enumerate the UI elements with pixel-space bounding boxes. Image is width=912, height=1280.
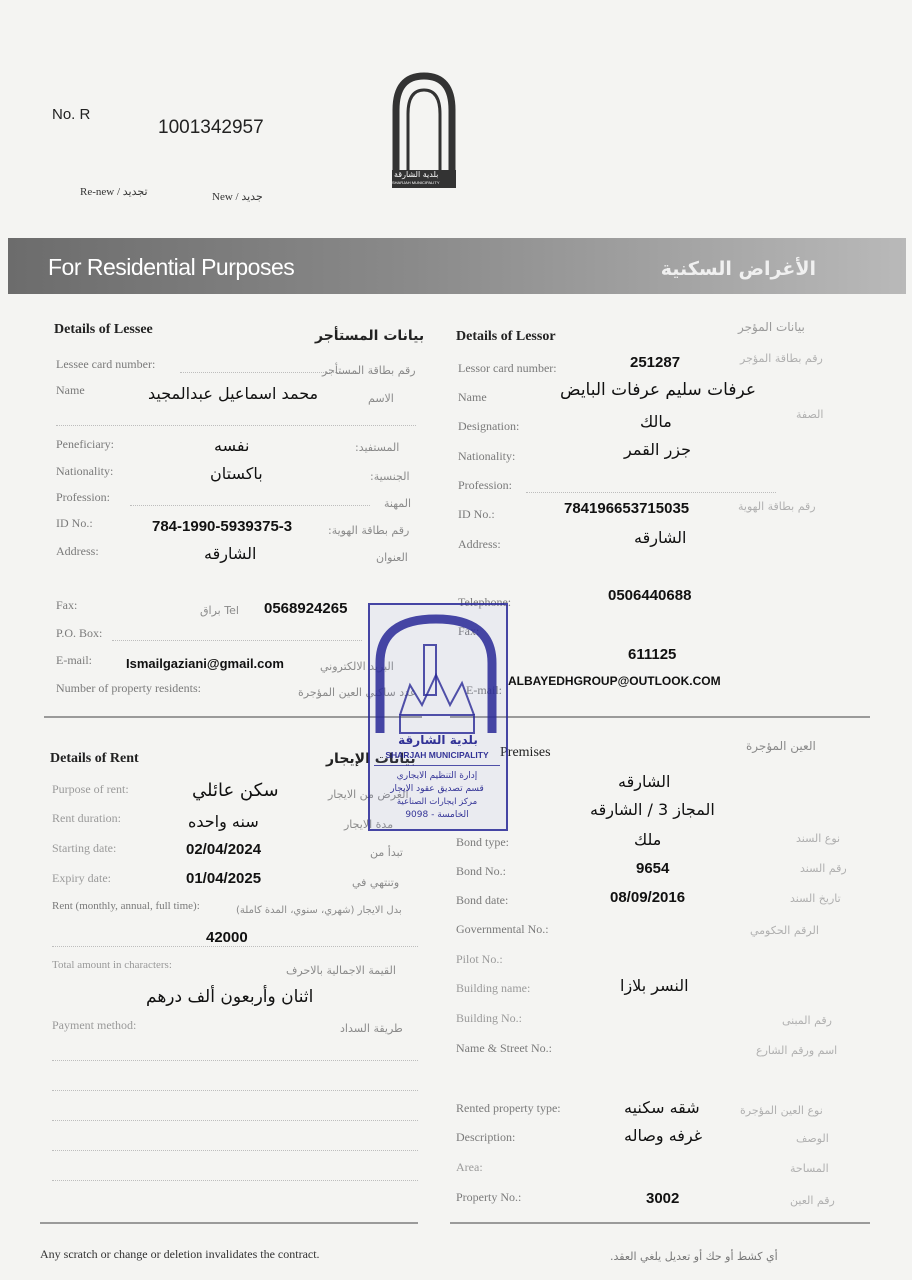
lessor-designation-value: مالك [640,412,672,431]
bond-date-value: 08/09/2016 [610,889,686,906]
lessee-address-label-ar: العنوان [376,551,408,564]
lessor-email-value: ALBAYEDHGROUP@OUTLOOK.COM [508,674,721,688]
logo-text: بلدية الشارقة [394,170,439,179]
property-no-label: Property No.: [456,1190,522,1204]
rent-payment-label: Payment method: [52,1018,137,1032]
lessee-profession-label-ar: المهنة [384,497,412,510]
divider-right [450,716,870,718]
municipality-logo [388,70,460,190]
lessee-name-label-ar: الاسم [368,392,394,405]
lessor-id-value: 784196653715035 [564,500,690,517]
lessee-email-label: E-mail: [56,653,92,667]
lessor-designation-label-ar: الصفة [796,408,824,421]
lessor-heading: Details of Lessor [456,329,556,344]
rent-total-label-ar: القيمة الاجمالية بالاحرف [286,964,396,977]
receipt-no-value: 1001342957 [158,117,264,138]
lessee-email-label-ar: البريد الالكتروني [320,660,394,673]
stamp-line5: مركز ايجارات الصناعية [396,797,478,807]
rent-total-label: Total amount in characters: [52,959,172,971]
property-no-value: 3002 [646,1190,680,1207]
rent-duration-label-ar: مدة الايجار [344,818,394,831]
lessor-card-label: Lessor card number: [458,361,557,375]
lessor-address-label: Address: [458,537,501,551]
lessor-telephone-label: Telephone: [458,595,512,609]
lessee-tel-value: 0568924265 [264,600,348,617]
rent-duration-label: Rent duration: [52,811,121,825]
gov-no-label-ar: الرقم الحكومي [750,924,819,937]
receipt-no-label: No. R [52,106,91,123]
stamp-line2: SHARJAH MUNICIPALITY [385,750,489,760]
rent-heading: Details of Rent [50,751,139,766]
lessee-fax-label: Fax: [56,598,78,612]
lessor-name-label: Name [458,390,487,404]
lessee-name-label: Name [56,383,85,397]
lessee-tel-label: Tel براق [200,604,239,617]
rent-start-value: 02/04/2024 [186,841,262,858]
bond-no-value: 9654 [636,860,670,877]
logo-text-en: SHARJAH MUNICIPALITY [392,180,440,185]
renew-checkbox-label: Re-new / تجديد [80,186,148,198]
premises-city-value: الشارقه [618,772,671,791]
banner-title-ar: الأغراض السكنية [660,258,816,280]
rent-start-label-ar: تبدأ من [370,846,403,859]
rent-expiry-label: Expiry date: [52,871,111,885]
lessor-card-label-ar: رقم بطاقة المؤجر [740,352,823,365]
rent-total-value: اثنان وأربعون ألف درهم [146,987,314,1007]
stamp-emblem-icon [370,605,502,735]
lessee-profession-label: Profession: [56,490,110,504]
rent-amount-value: 42000 [206,929,248,946]
banner-title-en: For Residential Purposes [48,254,295,280]
gov-no-label: Governmental No.: [456,922,549,936]
bond-type-value: ملك [634,830,662,849]
lessor-heading-ar: بيانات المؤجر [738,320,805,334]
lessor-designation-label: Designation: [458,419,520,433]
rent-amount-label: Rent (monthly, annual, full time): [52,900,200,912]
building-name-label: Building name: [456,981,531,995]
bond-date-label: Bond date: [456,893,509,907]
premises-heading-ar: العين المؤجرة [746,739,816,753]
lessor-nationality-value: جزر القمر [624,440,692,459]
lessor-name-value: عرفات سليم عرفات البايض [560,380,756,400]
lessor-fax-label: Fax: [458,624,480,638]
plot-no-label: Pilot No.: [456,952,503,966]
lessee-email-value: Ismailgaziani@gmail.com [126,656,284,671]
rent-expiry-label-ar: وتنتهي في [352,876,400,889]
rented-type-label-ar: نوع العين المؤجرة [740,1104,823,1117]
divider-left [44,716,422,718]
building-no-label-ar: رقم المبنى [782,1014,832,1027]
lessor-id-label: ID No.: [458,507,495,521]
lessor-id-label-ar: رقم بطاقة الهوية [738,500,816,513]
lessee-id-label-ar: رقم بطاقة الهوية: [328,524,410,537]
rent-purpose-label: Purpose of rent: [52,782,129,796]
lessor-pobox-value: 611125 [628,646,677,663]
lessee-address-value: الشارقه [204,544,257,563]
divider-bottom-left [40,1222,418,1224]
lessee-beneficiary-label-ar: المستفيد: [355,441,400,454]
lessee-residents-label-ar: عدد ساكني العين المؤجرة [298,686,417,699]
premises-heading: Premises [500,745,551,760]
lessee-pobox-label: P.O. Box: [56,626,103,640]
rent-expiry-value: 01/04/2025 [186,870,262,887]
street-label: Name & Street No.: [456,1041,552,1055]
rent-amount-label-ar: بدل الايجار (شهري، سنوي، المدة كاملة) [236,905,402,916]
premises-area-value: المجاز 3 / الشارقه [590,800,715,819]
stamp-line1: بلدية الشارقة [398,733,478,747]
lessee-heading: Details of Lessee [54,322,153,337]
bond-type-label-ar: نوع السند [796,832,841,845]
street-label-ar: اسم ورقم الشارع [756,1044,838,1057]
lessor-address-value: الشارقه [634,528,687,547]
lessee-residents-label: Number of property residents: [56,681,201,695]
rent-purpose-label-ar: الغرض من الايجار [328,788,409,801]
lessee-beneficiary-value: نفسه [214,436,250,455]
bond-no-label-ar: رقم السند [800,862,847,875]
bond-no-label: Bond No.: [456,864,507,878]
lessee-heading-ar: بيانات المستأجر [315,328,425,344]
lessee-card-label-ar: رقم بطاقة المستأجر [322,364,416,377]
description-value: غرفه وصاله [624,1126,703,1145]
lessee-name-value: محمد اسماعيل عبدالمجيد [148,384,319,403]
area-label: Area: [456,1160,483,1174]
description-label-ar: الوصف [796,1132,829,1145]
rent-duration-value: سنه واحده [188,812,259,831]
lessor-email-label: E-mail: [466,683,502,697]
bond-date-label-ar: تاريخ السند [790,892,841,905]
municipality-stamp [368,603,508,831]
lessor-nationality-label: Nationality: [458,449,516,463]
property-no-label-ar: رقم العين [790,1194,835,1207]
stamp-line6: الخامسة - 9098 [405,810,469,820]
rent-start-label: Starting date: [52,841,117,855]
footer-note-en: Any scratch or change or deletion invalidates the contract. [40,1247,320,1261]
bond-type-label: Bond type: [456,835,509,849]
lessee-beneficiary-label: Peneficiary: [56,437,114,451]
stamp-line4: قسم تصديق عقود الايجار [390,784,484,794]
lessee-id-label: ID No.: [56,516,93,530]
area-label-ar: المساحة [790,1162,829,1175]
lessee-address-label: Address: [56,544,99,558]
lessee-nationality-label-ar: الجنسية: [370,470,410,483]
rented-type-value: شقه سكنيه [624,1098,700,1117]
building-no-label: Building No.: [456,1011,523,1025]
lessor-telephone-value: 0506440688 [608,587,692,604]
building-name-value: النسر بلازا [620,976,689,995]
stamp-line3: إدارة التنظيم الايجاري [396,771,478,781]
lessee-id-value: 784-1990-5939375-3 [152,518,293,535]
lessee-nationality-label: Nationality: [56,464,114,478]
rent-heading-ar: بيانات الإيجار [326,751,416,767]
rented-type-label: Rented property type: [456,1101,561,1115]
description-label: Description: [456,1130,516,1144]
new-checkbox-label: New / جديد [212,191,263,203]
footer-note-ar: أي كشط أو حك أو تعديل يلغي العقد. [610,1250,778,1263]
rent-purpose-value: سكن عائلي [192,780,279,801]
lessee-card-label: Lessee card number: [56,357,156,371]
lessor-profession-label: Profession: [458,478,512,492]
lessor-card-value: 251287 [630,354,681,371]
rent-payment-label-ar: طريقة السداد [340,1022,403,1035]
lessee-nationality-value: باكستان [210,464,263,483]
divider-bottom-right [450,1222,870,1224]
